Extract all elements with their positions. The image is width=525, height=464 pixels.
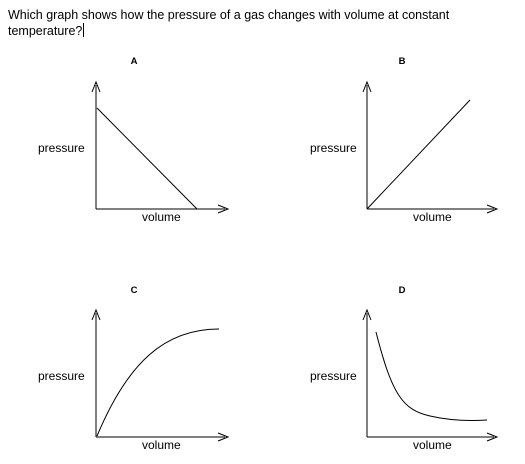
- option-b-xlabel: volume: [413, 210, 452, 224]
- option-c-ylabel: pressure: [38, 369, 85, 383]
- option-d-curve: [376, 332, 487, 421]
- option-b-label: B: [398, 56, 406, 67]
- option-a-label: A: [130, 56, 138, 67]
- question-label: Which graph shows how the pressure of a gas changes with volume at constant temperature?: [8, 8, 450, 38]
- option-b-ylabel: pressure: [310, 141, 357, 155]
- option-d-ylabel: pressure: [310, 369, 357, 383]
- option-c-label: C: [130, 285, 138, 296]
- option-a-xlabel: volume: [142, 210, 181, 224]
- option-c-xlabel: volume: [142, 438, 181, 452]
- option-d-label: D: [398, 285, 406, 296]
- option-d-xlabel: volume: [413, 438, 452, 452]
- option-a-ylabel: pressure: [38, 141, 85, 155]
